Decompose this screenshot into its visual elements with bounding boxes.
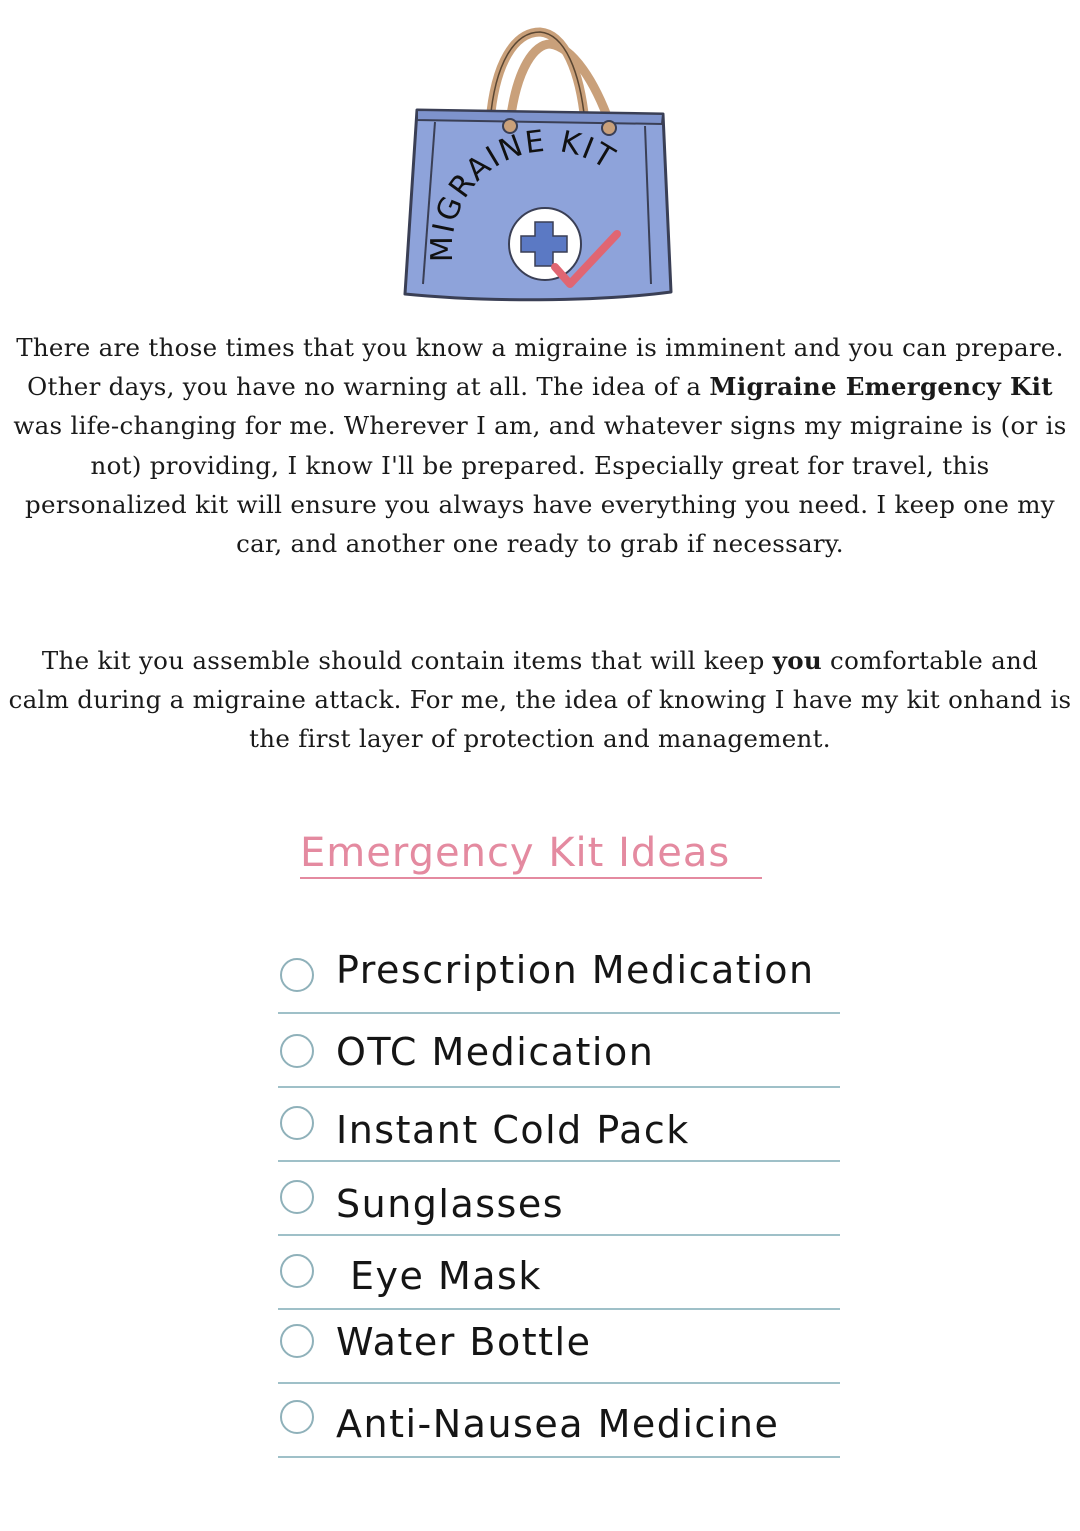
checklist-title-underline bbox=[300, 877, 762, 879]
checklist-item-label: Prescription Medication bbox=[336, 948, 815, 992]
checklist-item-label: OTC Medication bbox=[336, 1030, 655, 1074]
intro-p1-end: was life-changing for me. Wherever I am, and whatever signs my migraine is (or is not) providing, I know I'll be prepared. Especially great for travel, this personalized kit will ensure you always have everything you need. I keep one my car, and another one ready to grab if necessary. bbox=[13, 411, 1067, 559]
writing-line bbox=[278, 1012, 840, 1014]
checklist-item-label: Anti-Nausea Medicine bbox=[336, 1402, 780, 1446]
bag-label-text: MIGRAINE KIT bbox=[424, 123, 622, 263]
checkbox-circle-icon[interactable] bbox=[280, 1034, 314, 1068]
checklist-item[interactable] bbox=[278, 1242, 840, 1316]
checklist-item[interactable] bbox=[278, 1094, 840, 1168]
checkbox-circle-icon[interactable] bbox=[280, 1106, 314, 1140]
checklist-item-label: Sunglasses bbox=[336, 1182, 565, 1226]
intro-p2-end: comfortable and calm during a migraine attack. For me, the idea of knowing I have my kit onhand is the first layer of protection and management. bbox=[8, 646, 1072, 754]
checklist-title-text: Emergency Kit Ideas bbox=[300, 830, 731, 876]
checkbox-circle-icon[interactable] bbox=[280, 958, 314, 992]
checklist-item-label: Instant Cold Pack bbox=[336, 1108, 690, 1152]
checklist-item-label: Eye Mask bbox=[350, 1254, 542, 1298]
checklist-item[interactable] bbox=[278, 1168, 840, 1242]
migraine-kit-bag-illustration bbox=[395, 22, 685, 312]
intro-paragraph-1 bbox=[8, 328, 1072, 563]
checklist-item[interactable] bbox=[278, 1316, 840, 1390]
writing-line bbox=[278, 1234, 840, 1236]
bag-icon bbox=[395, 22, 685, 312]
checklist-item[interactable] bbox=[278, 1020, 840, 1094]
checkbox-circle-icon[interactable] bbox=[280, 1400, 314, 1434]
checklist-item[interactable] bbox=[278, 1390, 840, 1464]
writing-line bbox=[278, 1086, 840, 1088]
intro-p2-emphasis: you bbox=[772, 646, 822, 675]
checklist-item[interactable] bbox=[278, 938, 840, 1012]
checklist-item-label: Water Bottle bbox=[336, 1320, 592, 1364]
checkbox-circle-icon[interactable] bbox=[280, 1254, 314, 1288]
intro-p1-start: There are those times that you know a migraine is imminent and you can prepare. Other days, you have no warning at all. The idea of a bbox=[16, 333, 1064, 402]
checkbox-circle-icon[interactable] bbox=[280, 1180, 314, 1214]
writing-line bbox=[278, 1456, 840, 1458]
intro-p1-emphasis: Migraine Emergency Kit bbox=[709, 372, 1053, 402]
checkbox-circle-icon[interactable] bbox=[280, 1324, 314, 1358]
intro-p2-start: The kit you assemble should contain items that will keep bbox=[41, 646, 773, 675]
checklist-title bbox=[300, 830, 765, 886]
writing-line bbox=[278, 1160, 840, 1162]
writing-line bbox=[278, 1308, 840, 1310]
writing-line bbox=[278, 1382, 840, 1384]
intro-paragraph-2 bbox=[8, 641, 1072, 759]
